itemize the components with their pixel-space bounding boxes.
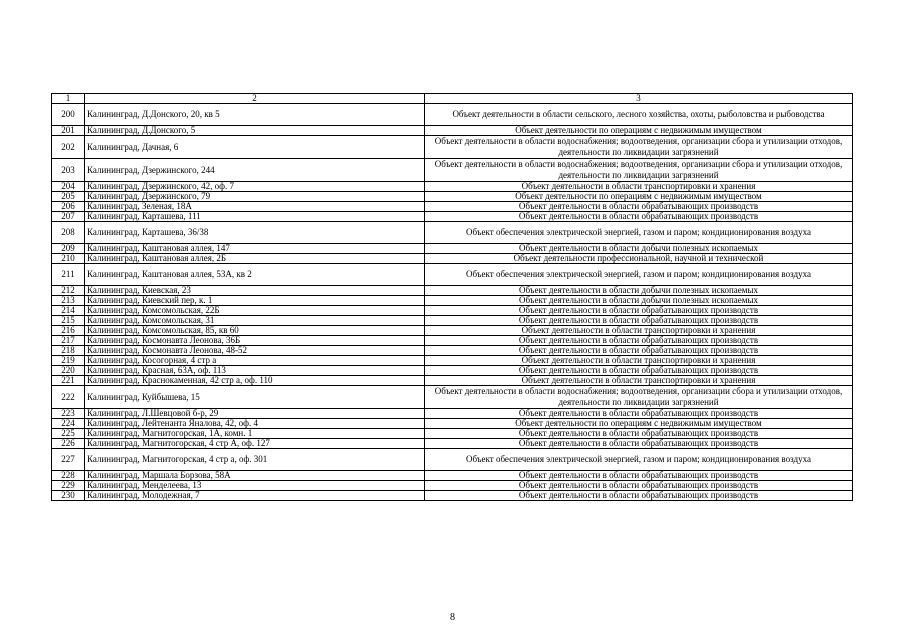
address-cell: Калининград, Дзержинского, 244 [85, 159, 425, 182]
table-row [52, 376, 853, 386]
address-cell: Калининград, Дачная, 6 [85, 136, 425, 159]
activity-cell: Объект деятельности в области обрабатывающих производств [425, 336, 853, 346]
header-row [52, 94, 853, 104]
table-row [52, 306, 853, 316]
row-number-cell: 200 [52, 104, 85, 126]
address-cell: Калининград, Магнитогорская, 4 стр А, оф. 127 [85, 439, 425, 449]
activity-cell: Объект деятельности в области обрабатывающих производств [425, 491, 853, 501]
address-cell: Калининград, Киевская, 23 [85, 286, 425, 296]
row-number-cell: 222 [52, 386, 85, 409]
activity-cell: Объект деятельности по операциям с недвижимым имуществом [425, 126, 853, 136]
activity-cell: Объект деятельности в области обрабатывающих производств [425, 316, 853, 326]
row-number-cell: 230 [52, 491, 85, 501]
address-cell: Калининград, Красная, 63А, оф. 113 [85, 366, 425, 376]
address-cell: Калининград, Каштановая аллея, 53А, кв 2 [85, 264, 425, 286]
row-number-cell: 204 [52, 182, 85, 192]
row-number-cell: 229 [52, 481, 85, 491]
activity-cell: Объект деятельности в области обрабатывающих производств [425, 306, 853, 316]
table-row [52, 356, 853, 366]
table-row [52, 471, 853, 481]
row-number-cell: 214 [52, 306, 85, 316]
table-row [52, 326, 853, 336]
table-row [52, 192, 853, 202]
address-cell: Калининград, Куйбышева, 15 [85, 386, 425, 409]
address-cell: Калининград, Д.Донского, 5 [85, 126, 425, 136]
activity-cell: Объект деятельности в области обрабатывающих производств [425, 212, 853, 222]
row-number-cell: 202 [52, 136, 85, 159]
address-cell: Калининград, Комсомольская, 31 [85, 316, 425, 326]
table-row [52, 419, 853, 429]
table-row [52, 481, 853, 491]
row-number-cell: 213 [52, 296, 85, 306]
row-number-cell: 205 [52, 192, 85, 202]
header-col-2: 2 [85, 94, 425, 104]
table-row [52, 136, 853, 159]
row-number-cell: 212 [52, 286, 85, 296]
row-number-cell: 209 [52, 244, 85, 254]
activity-cell: Объект деятельности в области водоснабжения; водоотведения, организации сбора и утилизации отходов, деятельности по ликвидации загрязнений [425, 386, 853, 409]
table-row [52, 316, 853, 326]
row-number-cell: 206 [52, 202, 85, 212]
row-number-cell: 221 [52, 376, 85, 386]
row-number-cell: 219 [52, 356, 85, 366]
address-cell: Калининград, Каштановая аллея, 147 [85, 244, 425, 254]
row-number-cell: 203 [52, 159, 85, 182]
address-cell: Калининград, Дзержинского, 42, оф. 7 [85, 182, 425, 192]
address-cell: Калининград, Зеленая, 18А [85, 202, 425, 212]
header-col-1: 1 [52, 94, 85, 104]
address-cell: Калининград, Магнитогорская, 4 стр а, оф. 301 [85, 449, 425, 471]
activity-cell: Объект деятельности в области транспортировки и хранения [425, 326, 853, 336]
address-cell: Калининград, Менделеева, 13 [85, 481, 425, 491]
address-cell: Калининград, Комсомольская, 22Б [85, 306, 425, 316]
activity-cell: Объект обеспечения электрической энергией, газом и паром; кондиционирования воздуха [425, 449, 853, 471]
table-row [52, 366, 853, 376]
row-number-cell: 228 [52, 471, 85, 481]
activity-cell: Объект деятельности в области обрабатывающих производств [425, 366, 853, 376]
table-row [52, 244, 853, 254]
address-cell: Калининград, Д.Донского, 20, кв 5 [85, 104, 425, 126]
table-row [52, 254, 853, 264]
table-row [52, 346, 853, 356]
table-row [52, 126, 853, 136]
activity-cell: Объект деятельности в области обрабатывающих производств [425, 202, 853, 212]
row-number-cell: 226 [52, 439, 85, 449]
activity-cell: Объект деятельности в области обрабатывающих производств [425, 429, 853, 439]
activity-cell: Объект деятельности в области добычи полезных ископаемых [425, 296, 853, 306]
row-number-cell: 208 [52, 222, 85, 244]
table-row [52, 296, 853, 306]
table-row [52, 491, 853, 501]
activity-cell: Объект деятельности в области обрабатывающих производств [425, 409, 853, 419]
table-row [52, 222, 853, 244]
table-row [52, 104, 853, 126]
activity-cell: Объект деятельности профессиональной, научной и технической [425, 254, 853, 264]
address-cell: Калининград, Краснокаменная, 42 стр а, оф. 110 [85, 376, 425, 386]
address-cell: Калининград, Космонавта Леонова, 36Б [85, 336, 425, 346]
row-number-cell: 211 [52, 264, 85, 286]
address-cell: Калининград, Молодежная, 7 [85, 491, 425, 501]
registry-table [51, 93, 853, 501]
table-row [52, 202, 853, 212]
activity-cell: Объект деятельности в области транспортировки и хранения [425, 376, 853, 386]
table-row [52, 386, 853, 409]
table-row [52, 449, 853, 471]
page-number: 8 [450, 612, 455, 623]
row-number-cell: 217 [52, 336, 85, 346]
address-cell: Калининград, Киевский пер, к. 1 [85, 296, 425, 306]
registry-table-body [52, 94, 853, 501]
row-number-cell: 218 [52, 346, 85, 356]
activity-cell: Объект деятельности в области обрабатывающих производств [425, 471, 853, 481]
address-cell: Калининград, Карташева, 111 [85, 212, 425, 222]
activity-cell: Объект деятельности в области обрабатывающих производств [425, 481, 853, 491]
row-number-cell: 225 [52, 429, 85, 439]
table-row [52, 439, 853, 449]
activity-cell: Объект деятельности в области водоснабжения; водоотведения, организации сбора и утилизации отходов, деятельности по ликвидации загрязнений [425, 159, 853, 182]
row-number-cell: 201 [52, 126, 85, 136]
row-number-cell: 216 [52, 326, 85, 336]
table-row [52, 182, 853, 192]
address-cell: Калининград, Карташева, 36/38 [85, 222, 425, 244]
activity-cell: Объект деятельности в области добычи полезных ископаемых [425, 286, 853, 296]
address-cell: Калининград, Космонавта Леонова, 48-52 [85, 346, 425, 356]
table-row [52, 212, 853, 222]
row-number-cell: 224 [52, 419, 85, 429]
row-number-cell: 223 [52, 409, 85, 419]
activity-cell: Объект деятельности в области транспортировки и хранения [425, 182, 853, 192]
activity-cell: Объект деятельности по операциям с недвижимым имуществом [425, 192, 853, 202]
table-row [52, 429, 853, 439]
address-cell: Калининград, Л.Шевцовой б-р, 29 [85, 409, 425, 419]
row-number-cell: 227 [52, 449, 85, 471]
activity-cell: Объект деятельности в области добычи полезных ископаемых [425, 244, 853, 254]
activity-cell: Объект обеспечения электрической энергией, газом и паром; кондиционирования воздуха [425, 222, 853, 244]
address-cell: Калининград, Косогорная, 4 стр а [85, 356, 425, 366]
table-row [52, 159, 853, 182]
row-number-cell: 220 [52, 366, 85, 376]
address-cell: Калининград, Комсомольская, 85, кв 60 [85, 326, 425, 336]
row-number-cell: 207 [52, 212, 85, 222]
activity-cell: Объект обеспечения электрической энергией, газом и паром; кондиционирования воздуха [425, 264, 853, 286]
activity-cell: Объект деятельности в области транспортировки и хранения [425, 356, 853, 366]
activity-cell: Объект деятельности в области обрабатывающих производств [425, 346, 853, 356]
activity-cell: Объект деятельности по операциям с недвижимым имуществом [425, 419, 853, 429]
table-row [52, 286, 853, 296]
table-row [52, 264, 853, 286]
address-cell: Калининград, Маршала Борзова, 58А [85, 471, 425, 481]
address-cell: Калининград, Магнитогорская, 1А, комн. 1 [85, 429, 425, 439]
table-row [52, 409, 853, 419]
activity-cell: Объект деятельности в области сельского, лесного хозяйства, охоты, рыболовства и рыбоводства [425, 104, 853, 126]
address-cell: Калининград, Лейтенанта Яналова, 42, оф. 4 [85, 419, 425, 429]
table-row [52, 336, 853, 346]
activity-cell: Объект деятельности в области обрабатывающих производств [425, 439, 853, 449]
header-col-3: 3 [425, 94, 853, 104]
address-cell: Калининград, Дзержинского, 79 [85, 192, 425, 202]
activity-cell: Объект деятельности в области водоснабжения; водоотведения, организации сбора и утилизации отходов, деятельности по ликвидации загрязнений [425, 136, 853, 159]
address-cell: Калининград, Каштановая аллея, 2Б [85, 254, 425, 264]
row-number-cell: 215 [52, 316, 85, 326]
row-number-cell: 210 [52, 254, 85, 264]
